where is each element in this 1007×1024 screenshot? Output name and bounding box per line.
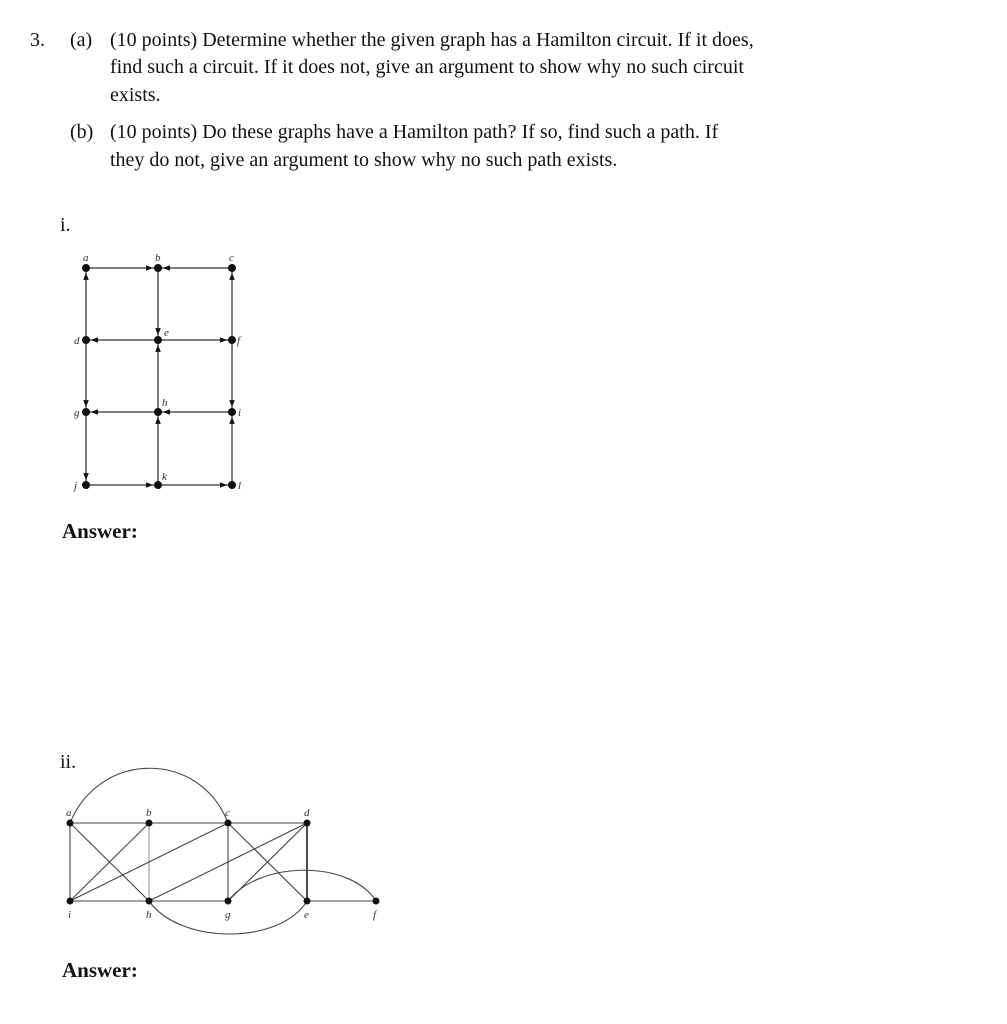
label-e: e [304, 909, 309, 921]
node-f [373, 898, 380, 905]
part-b-line-2: they do not, give an argument to show why no such path exists. [110, 149, 618, 171]
node-g [225, 898, 232, 905]
part-a-line-3: exists. [110, 84, 161, 106]
node-d [304, 820, 311, 827]
node-g [82, 408, 90, 416]
node-e [304, 898, 311, 905]
label-g: g [225, 909, 231, 921]
node-c [225, 820, 232, 827]
part-b-tag: (b) [70, 121, 94, 143]
part-a-line-1: (10 points) Determine whether the given graph has a Hamilton circuit. If it does, [110, 29, 754, 51]
part-b-line-1: (10 points) Do these graphs have a Hamilton path? If so, find such a path. If [110, 121, 719, 143]
label-c: c [225, 807, 230, 819]
label-h: h [162, 397, 168, 409]
node-e [154, 336, 162, 344]
label-g: g [74, 407, 80, 419]
node-i [228, 408, 236, 416]
node-b [154, 264, 162, 272]
node-a [67, 820, 74, 827]
node-l [228, 481, 236, 489]
label-b: b [155, 252, 161, 264]
label-l: l [238, 480, 242, 492]
label-a: a [66, 807, 72, 819]
node-f [228, 336, 236, 344]
label-j: j [74, 480, 78, 492]
label-h: h [146, 909, 152, 921]
label-c: c [229, 252, 234, 264]
label-f: f [373, 909, 377, 921]
part-a-line-2: find such a circuit. If it does not, give an argument to show why no such circuit [110, 56, 744, 78]
label-d: d [304, 807, 310, 819]
graph-ii-label: ii. [60, 751, 77, 773]
node-i [67, 898, 74, 905]
node-b [146, 820, 153, 827]
node-j [82, 481, 90, 489]
label-k: k [162, 471, 167, 483]
node-a [82, 264, 90, 272]
node-k [154, 481, 162, 489]
label-e: e [164, 327, 169, 339]
graph-i [72, 252, 242, 492]
graph-i-answer-label: Answer: [62, 519, 138, 543]
label-i: i [238, 407, 242, 419]
problem-number: 3. [30, 29, 45, 51]
label-b: b [146, 807, 152, 819]
graph-ii-answer-label: Answer: [62, 958, 138, 982]
label-a: a [83, 252, 89, 264]
graph-ii [66, 768, 380, 934]
node-c [228, 264, 236, 272]
label-i: i [68, 909, 72, 921]
node-h [154, 408, 162, 416]
node-d [82, 336, 90, 344]
label-f: f [237, 335, 241, 347]
graph-i-label: i. [60, 214, 71, 236]
label-d: d [74, 335, 80, 347]
node-h [146, 898, 153, 905]
part-a-tag: (a) [70, 29, 93, 51]
